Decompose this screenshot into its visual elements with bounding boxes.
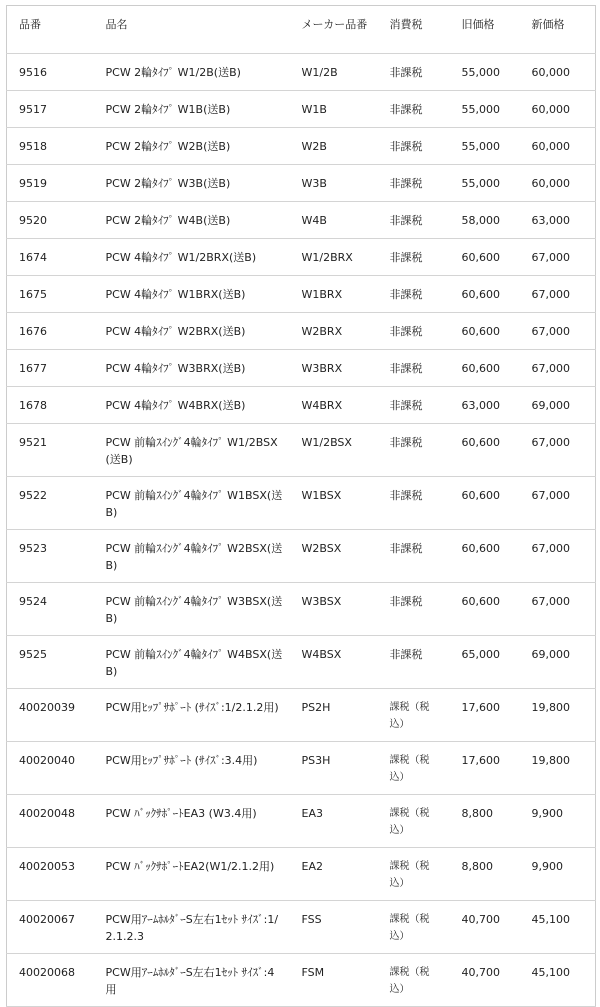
cell-name: PCW 2輪ﾀｲﾌﾟ W1B(送B)	[94, 91, 290, 128]
cell-code: 9518	[7, 128, 94, 165]
cell-name: PCW 4輪ﾀｲﾌﾟ W1BRX(送B)	[94, 276, 290, 313]
cell-old-price: 65,000	[450, 636, 520, 689]
cell-name: PCW 前輪ｽｲﾝｸﾞ4輪ﾀｲﾌﾟ W1/2BSX(送B)	[94, 424, 290, 477]
cell-old-price: 40,700	[450, 901, 520, 954]
cell-old-price: 60,600	[450, 276, 520, 313]
table-row	[7, 128, 596, 165]
table-row	[7, 583, 596, 636]
cell-name: PCW 前輪ｽｲﾝｸﾞ4輪ﾀｲﾌﾟ W4BSX(送B)	[94, 636, 290, 689]
table-row	[7, 848, 596, 901]
cell-old-price: 17,600	[450, 742, 520, 795]
cell-old-price: 60,600	[450, 583, 520, 636]
cell-old-price: 58,000	[450, 202, 520, 239]
cell-code: 9524	[7, 583, 94, 636]
cell-maker-code: PS3H	[290, 742, 378, 795]
cell-code: 1674	[7, 239, 94, 276]
cell-code: 40020048	[7, 795, 94, 848]
cell-maker-code: W4BRX	[290, 387, 378, 424]
cell-maker-code: EA2	[290, 848, 378, 901]
cell-tax: 課税（税込）	[378, 901, 450, 954]
cell-name: PCW 4輪ﾀｲﾌﾟ W1/2BRX(送B)	[94, 239, 290, 276]
cell-code: 9523	[7, 530, 94, 583]
cell-code: 40020067	[7, 901, 94, 954]
cell-tax: 課税（税込）	[378, 954, 450, 1007]
cell-maker-code: W1/2BRX	[290, 239, 378, 276]
cell-old-price: 60,600	[450, 239, 520, 276]
cell-code: 40020068	[7, 954, 94, 1007]
cell-new-price: 67,000	[520, 530, 596, 583]
cell-tax: 非課税	[378, 424, 450, 477]
table-row	[7, 276, 596, 313]
cell-maker-code: PS2H	[290, 689, 378, 742]
cell-maker-code: W2BSX	[290, 530, 378, 583]
cell-name: PCW 前輪ｽｲﾝｸﾞ4輪ﾀｲﾌﾟ W2BSX(送B)	[94, 530, 290, 583]
cell-maker-code: W1/2B	[290, 54, 378, 91]
cell-name: PCW 4輪ﾀｲﾌﾟ W4BRX(送B)	[94, 387, 290, 424]
cell-tax: 課税（税込）	[378, 795, 450, 848]
cell-old-price: 55,000	[450, 54, 520, 91]
cell-new-price: 45,100	[520, 954, 596, 1007]
cell-name: PCW用ｱｰﾑﾎﾙﾀﾞｰS左右1ｾｯﾄ ｻｲｽﾞ:1/2.1.2.3	[94, 901, 290, 954]
cell-code: 9520	[7, 202, 94, 239]
header-code: 品番	[7, 6, 94, 54]
cell-name: PCW用ﾋｯﾌﾟｻﾎﾟｰﾄ (ｻｲｽﾞ:1/2.1.2用)	[94, 689, 290, 742]
cell-tax: 非課税	[378, 276, 450, 313]
table-row	[7, 313, 596, 350]
table-row	[7, 54, 596, 91]
table-row	[7, 742, 596, 795]
cell-old-price: 60,600	[450, 424, 520, 477]
cell-tax: 非課税	[378, 636, 450, 689]
cell-code: 9522	[7, 477, 94, 530]
cell-new-price: 67,000	[520, 350, 596, 387]
cell-old-price: 55,000	[450, 91, 520, 128]
cell-code: 40020053	[7, 848, 94, 901]
cell-maker-code: W1BSX	[290, 477, 378, 530]
cell-new-price: 45,100	[520, 901, 596, 954]
cell-code: 9517	[7, 91, 94, 128]
cell-maker-code: FSS	[290, 901, 378, 954]
header-tax: 消費税	[378, 6, 450, 54]
header-new-price: 新価格	[520, 6, 596, 54]
cell-new-price: 67,000	[520, 583, 596, 636]
cell-old-price: 55,000	[450, 128, 520, 165]
cell-name: PCW 2輪ﾀｲﾌﾟ W1/2B(送B)	[94, 54, 290, 91]
cell-code: 40020040	[7, 742, 94, 795]
cell-maker-code: W1/2BSX	[290, 424, 378, 477]
cell-old-price: 60,600	[450, 530, 520, 583]
cell-old-price: 60,600	[450, 350, 520, 387]
cell-new-price: 69,000	[520, 387, 596, 424]
cell-tax: 非課税	[378, 54, 450, 91]
cell-tax: 非課税	[378, 387, 450, 424]
cell-old-price: 40,700	[450, 954, 520, 1007]
cell-tax: 非課税	[378, 128, 450, 165]
cell-new-price: 9,900	[520, 795, 596, 848]
cell-new-price: 60,000	[520, 91, 596, 128]
cell-new-price: 9,900	[520, 848, 596, 901]
cell-code: 1676	[7, 313, 94, 350]
cell-new-price: 60,000	[520, 54, 596, 91]
cell-code: 9519	[7, 165, 94, 202]
header-old-price: 旧価格	[450, 6, 520, 54]
table-row	[7, 530, 596, 583]
cell-tax: 非課税	[378, 202, 450, 239]
cell-maker-code: W2B	[290, 128, 378, 165]
cell-name: PCW用ｱｰﾑﾎﾙﾀﾞｰS左右1ｾｯﾄ ｻｲｽﾞ:4用	[94, 954, 290, 1007]
cell-new-price: 60,000	[520, 128, 596, 165]
cell-maker-code: EA3	[290, 795, 378, 848]
cell-new-price: 69,000	[520, 636, 596, 689]
cell-name: PCW 前輪ｽｲﾝｸﾞ4輪ﾀｲﾌﾟ W1BSX(送B)	[94, 477, 290, 530]
cell-new-price: 63,000	[520, 202, 596, 239]
cell-old-price: 60,600	[450, 313, 520, 350]
cell-new-price: 19,800	[520, 689, 596, 742]
cell-new-price: 60,000	[520, 165, 596, 202]
cell-maker-code: W4BSX	[290, 636, 378, 689]
cell-code: 9516	[7, 54, 94, 91]
cell-tax: 非課税	[378, 239, 450, 276]
cell-tax: 非課税	[378, 530, 450, 583]
cell-tax: 課税（税込）	[378, 689, 450, 742]
table-row	[7, 901, 596, 954]
price-revision-table	[6, 5, 596, 1007]
cell-name: PCW 2輪ﾀｲﾌﾟ W4B(送B)	[94, 202, 290, 239]
cell-code: 9525	[7, 636, 94, 689]
cell-old-price: 60,600	[450, 477, 520, 530]
cell-name: PCW ﾊﾞｯｸｻﾎﾟｰﾄEA2(W1/2.1.2用)	[94, 848, 290, 901]
header-name: 品名	[94, 6, 290, 54]
cell-tax: 課税（税込）	[378, 742, 450, 795]
cell-code: 1675	[7, 276, 94, 313]
table-row	[7, 795, 596, 848]
cell-name: PCW 2輪ﾀｲﾌﾟ W2B(送B)	[94, 128, 290, 165]
cell-maker-code: W4B	[290, 202, 378, 239]
table-row	[7, 689, 596, 742]
cell-tax: 非課税	[378, 477, 450, 530]
cell-name: PCW 2輪ﾀｲﾌﾟ W3B(送B)	[94, 165, 290, 202]
cell-new-price: 67,000	[520, 477, 596, 530]
cell-new-price: 67,000	[520, 276, 596, 313]
cell-tax: 課税（税込）	[378, 848, 450, 901]
cell-name: PCW 前輪ｽｲﾝｸﾞ4輪ﾀｲﾌﾟ W3BSX(送B)	[94, 583, 290, 636]
cell-old-price: 55,000	[450, 165, 520, 202]
table-header-row	[7, 6, 596, 54]
cell-new-price: 67,000	[520, 424, 596, 477]
header-maker-code: メーカー品番	[290, 6, 378, 54]
cell-code: 40020039	[7, 689, 94, 742]
cell-tax: 非課税	[378, 583, 450, 636]
table-row	[7, 165, 596, 202]
table-row	[7, 202, 596, 239]
cell-name: PCW ﾊﾞｯｸｻﾎﾟｰﾄEA3 (W3.4用)	[94, 795, 290, 848]
cell-old-price: 63,000	[450, 387, 520, 424]
cell-maker-code: W3BRX	[290, 350, 378, 387]
cell-maker-code: W2BRX	[290, 313, 378, 350]
table-row	[7, 387, 596, 424]
cell-old-price: 17,600	[450, 689, 520, 742]
table-row	[7, 350, 596, 387]
cell-name: PCW用ﾋｯﾌﾟｻﾎﾟｰﾄ (ｻｲｽﾞ:3.4用)	[94, 742, 290, 795]
cell-old-price: 8,800	[450, 795, 520, 848]
cell-name: PCW 4輪ﾀｲﾌﾟ W3BRX(送B)	[94, 350, 290, 387]
cell-maker-code: W1BRX	[290, 276, 378, 313]
cell-maker-code: FSM	[290, 954, 378, 1007]
table-row	[7, 954, 596, 1007]
cell-old-price: 8,800	[450, 848, 520, 901]
table-row	[7, 636, 596, 689]
cell-tax: 非課税	[378, 350, 450, 387]
table-row	[7, 239, 596, 276]
cell-maker-code: W1B	[290, 91, 378, 128]
cell-maker-code: W3B	[290, 165, 378, 202]
cell-tax: 非課税	[378, 165, 450, 202]
cell-new-price: 67,000	[520, 239, 596, 276]
cell-maker-code: W3BSX	[290, 583, 378, 636]
cell-code: 1677	[7, 350, 94, 387]
cell-name: PCW 4輪ﾀｲﾌﾟ W2BRX(送B)	[94, 313, 290, 350]
cell-code: 9521	[7, 424, 94, 477]
table-row	[7, 477, 596, 530]
cell-code: 1678	[7, 387, 94, 424]
cell-new-price: 67,000	[520, 313, 596, 350]
table-row	[7, 424, 596, 477]
cell-tax: 非課税	[378, 91, 450, 128]
cell-tax: 非課税	[378, 313, 450, 350]
table-row	[7, 91, 596, 128]
cell-new-price: 19,800	[520, 742, 596, 795]
